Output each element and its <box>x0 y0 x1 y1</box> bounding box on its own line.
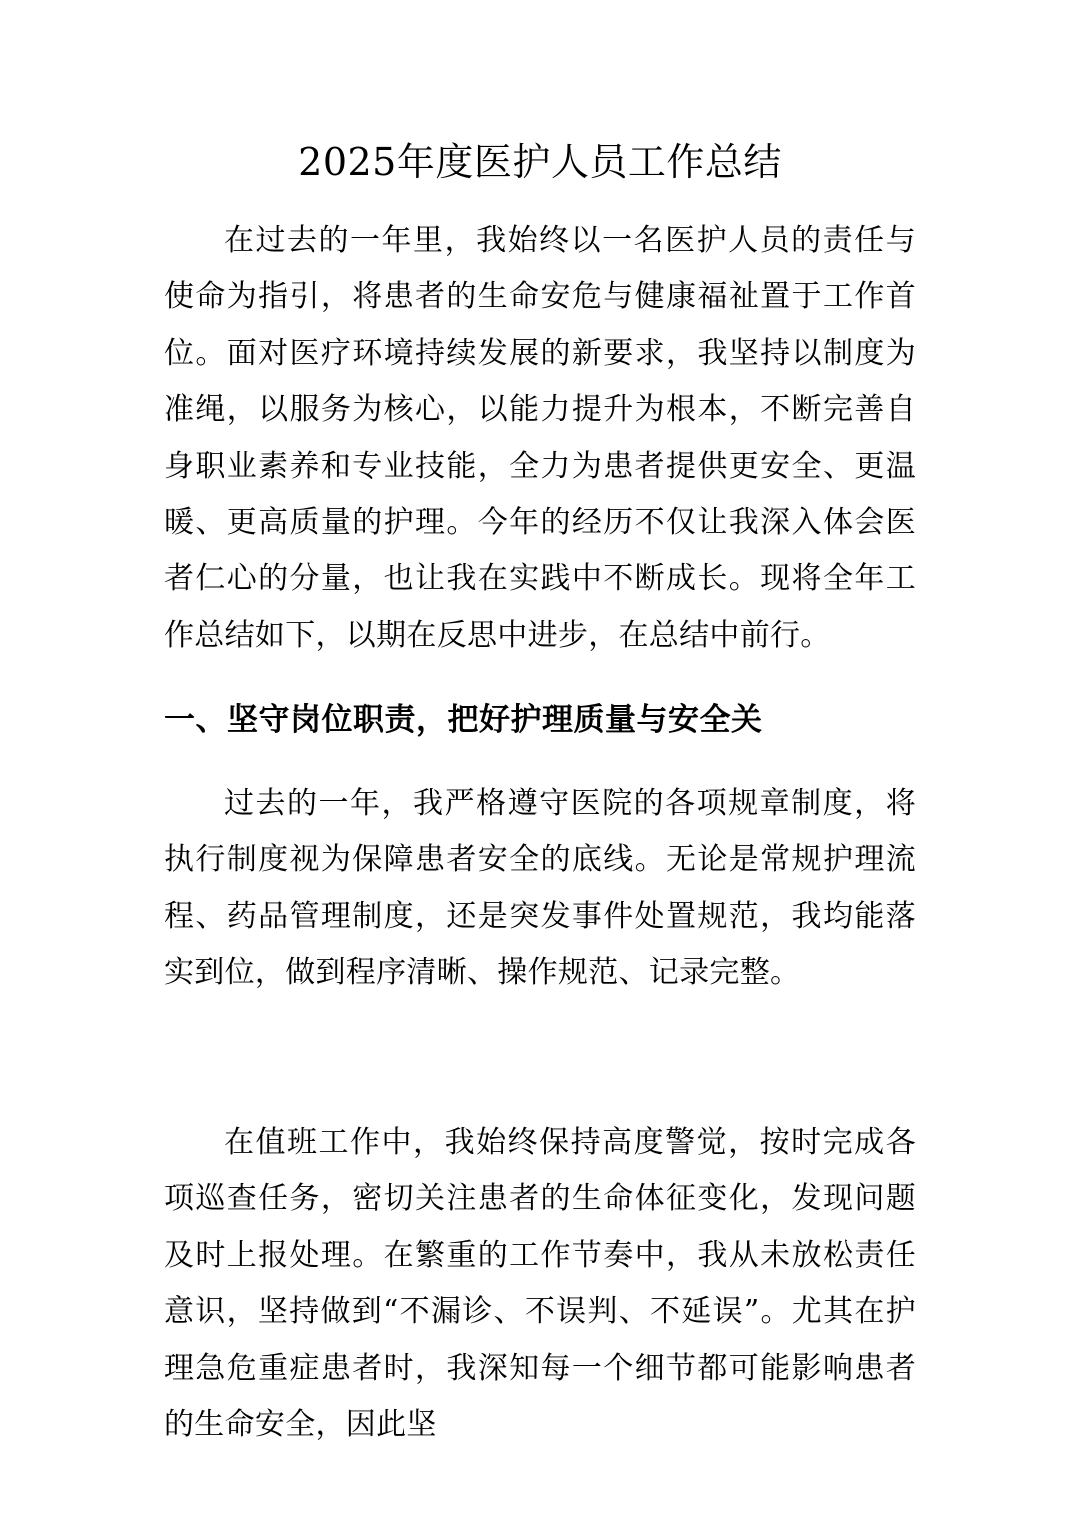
section-1-paragraph-1: 过去的一年，我严格遵守医院的各项规章制度，将执行制度视为保障患者安全的底线。无论是常规护理流程、药品管理制度，还是突发事件处置规范，我均能落实到位，做到程序清晰、操作规范、记录完整。 <box>164 786 916 991</box>
section-1-paragraph-2: 在值班工作中，我始终保持高度警觉，按时完成各项巡查任务，密切关注患者的生命体征变化，发现问题及时上报处理。在繁重的工作节奏中，我从未放松责任意识，坚持做到“不漏诊、不误判、不延误”。尤其在护理急危重症患者时，我深知每一个细节都可能影响患者的生命安全，因此坚 <box>164 1125 916 1443</box>
intro-paragraph: 在过去的一年里，我始终以一名医护人员的责任与使命为指引，将患者的生命安危与健康福祉置于工作首位。面对医疗环境持续发展的新要求，我坚持以制度为准绳，以服务为核心，以能力提升为根本，不断完善自身职业素养和专业技能，全力为患者提供更安全、更温暖、更高质量的护理。今年的经历不仅让我深入体会医者仁心的分量，也让我在实践中不断成长。现将全年工作总结如下，以期在反思中进步，在总结中前行。 <box>164 223 916 653</box>
document-title: 2025年度医护人员工作总结 <box>298 140 782 184</box>
section-heading-1: 一、坚守岗位职责，把好护理质量与安全关 <box>164 702 763 738</box>
